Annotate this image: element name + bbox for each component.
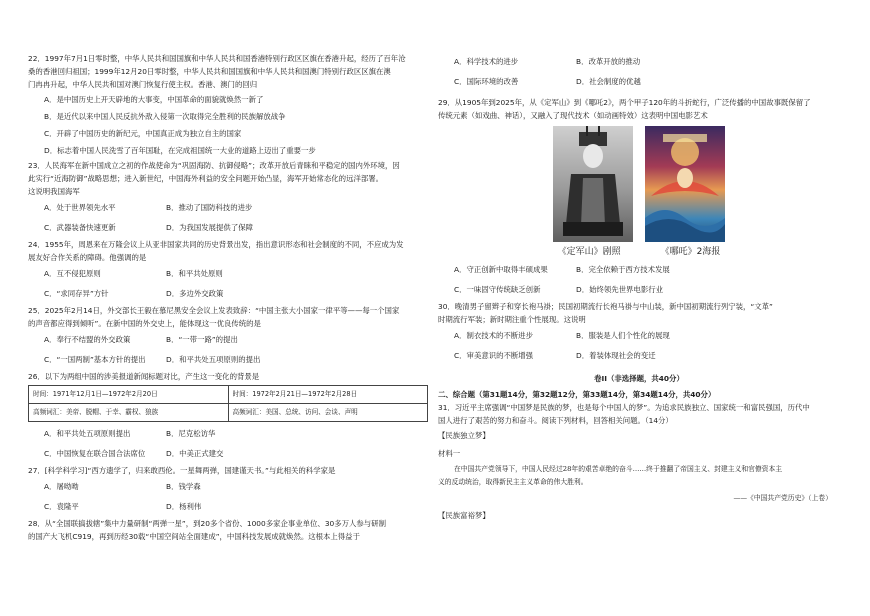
q26-option-d: D．中美正式建交: [166, 449, 224, 458]
q24-option-b: B．和平共处原则: [166, 269, 223, 278]
q22-stem-line: 22．1997年7月1日零时整，中华人民共和国国旗和中华人民共和国香港特别行政区区旗在香港升起，经历了百年沧: [28, 54, 406, 63]
q22-stem-line: 桑的香港回归祖国；1999年12月20日零时整，中华人民共和国国旗和中华人民共和国澳门特别行政区区旗在澳: [28, 67, 391, 76]
q26-table-cell: 时间：1971年12月1日—1972年2月20日: [29, 386, 229, 404]
q24-stem-line: 展友好合作关系的障碍。他强调的是: [28, 253, 147, 262]
q28-option-c: C．国际环境的改善: [454, 77, 519, 86]
q28-option-d: D．社会制度的优越: [576, 77, 641, 86]
q22-option-d: D．标志着中国人民洗雪了百年国耻，在完成祖国统一大业的道路上迈出了重要一步: [44, 146, 316, 155]
material-label: 材料一: [438, 449, 461, 458]
q23-stem-line: 这说明我国海军: [28, 187, 80, 196]
q22-option-c: C．开辟了中国历史的新纪元，中国真正成为独立自主的国家: [44, 129, 242, 138]
q23-option-b: B．推动了国防科技的进步: [166, 203, 253, 212]
q25-stem-line: 的声音都应得到倾听”。在新中国的外交史上，能体现这一优良传统的是: [28, 319, 261, 328]
q30-option-a: A．制衣技术的不断进步: [454, 331, 533, 340]
part2-heading: 二、综合题（第31题14分，第32题12分，第33题14分，第34题14分，共40分）: [438, 390, 716, 399]
question-31: [438, 401, 840, 525]
q24-option-a: A．互不侵犯原则: [44, 269, 101, 278]
q28-stem-line: 28．从“全国联搞拔辖”集中力量研制“两弹一星”，到20多个省份、1000多家企事业单位、30多万人参与研制: [28, 519, 386, 528]
q23-option-d: D．为我国发展提供了保障: [166, 223, 253, 232]
q29-option-d: D．始终领先世界电影行业: [576, 285, 663, 294]
q27-option-c: C．袁隆平: [44, 502, 79, 511]
q25-option-d: D．和平共处五项原则的提出: [166, 355, 261, 364]
q26-table-cell: 时间：1972年2月21日—1972年2月28日: [228, 386, 428, 404]
q28-option-a: A．科学技术的进步: [454, 57, 519, 66]
q23-stem-line: 此实行“近海防御”战略思想；进入新世纪，中国海外利益的安全问题开始凸显，海军开始常态化的远洋部署。: [28, 174, 384, 183]
q23-stem-line: 23．人民海军在新中国成立之初的作战使命为“巩固海防、抗御侵略”；改革开放后青睐和平稳定的国内外环境，因: [28, 161, 400, 170]
nezha-poster-image: [645, 126, 725, 242]
q29-option-b: B．完全依赖于西方技术发展: [576, 265, 670, 274]
material-quote-line: 在中国共产党领导下，中国人民经过28年的艰苦卓绝的奋斗……终于推翻了帝国主义、封建主义和官僚资本主: [454, 465, 783, 473]
q22-option-a: A．是中国历史上开天辟地的大事变，中国革命的面貌就焕然一新了: [44, 95, 264, 104]
question-28: [28, 517, 432, 543]
q27-option-d: D．杨利伟: [166, 502, 202, 511]
q26-table-cell: 高频词汇：美帝、脱帽、于幸、霸权、狼族: [29, 404, 229, 422]
q30-stem-line: 30．晚清男子留辫子和穿长袍马褂；民国初期流行长袍马褂与中山装，新中国初期流行列宁装，“文革”: [438, 302, 773, 311]
q28-option-b: B．改革开放的推动: [576, 57, 641, 66]
q29-image-row: [438, 126, 840, 242]
q24-option-d: D．多边外交政策: [166, 289, 224, 298]
q25-stem-line: 25．2025年2月14日，外交部长王毅在慕尼黑安全会议上发表致辞：“中国主张大小国家一律平等——每一个国家: [28, 306, 400, 315]
q26-headline-table: [28, 385, 428, 422]
question-22: [28, 52, 432, 159]
q26-stem-line: 26．以下为两组中国的涉美报道新闻标题对比，产生这一变化的背景是: [28, 372, 260, 381]
left-column: [28, 52, 432, 543]
q29-stem-line: 传统元素（如戏曲、神话），又融入了现代技术（如动画特效）这表明中国电影艺术: [438, 111, 708, 120]
q22-option-b: B．是近代以来中国人民反抗外敌入侵第一次取得完全胜利的民族解放战争: [44, 112, 286, 121]
q29-caption-right: 《哪吒》2海报: [660, 247, 721, 257]
q23-option-c: C．武器装备快速更新: [44, 223, 116, 232]
q31-stem-line: 31．习近平主席强调“中国梦是民族的梦，也是每个中国人的梦”。为追求民族独立、国家统一和富民强国，历代中: [438, 403, 810, 412]
q31-stem-line: 国人进行了艰苦的努力和奋斗。阅读下列材料，回答相关问题。（14分）: [438, 416, 673, 425]
material-source: ——《中国共产党历史》（上卷）: [733, 494, 832, 502]
q27-option-b: B．钱学森: [166, 482, 201, 491]
question-24: [28, 238, 432, 304]
tag-national-independence: 【民族独立梦】: [438, 431, 490, 440]
question-27: [28, 464, 432, 517]
q30-stem-line: 时期流行军装；新时期注重个性展现。这说明: [438, 315, 586, 324]
q30-option-d: D．着装体现社会的变迁: [576, 351, 656, 360]
section-title: 卷II（非选择题，共40分）: [594, 374, 684, 383]
question-28-options: [438, 52, 840, 92]
right-column: [438, 52, 840, 525]
opera-still-image: [553, 126, 633, 242]
tag-national-prosperity: 【民族富裕梦】: [438, 511, 490, 520]
q29-caption-left: 《定军山》剧照: [557, 247, 621, 257]
q23-option-a: A．处于世界领先水平: [44, 203, 116, 212]
material-quote-line: 义的反动统治，取得新民主主义革命的伟大胜利。: [438, 478, 588, 486]
q29-stem-line: 29．从1905年到2025年，从《定军山》到《哪吒2》，两个甲子120年的斗折蛇行，广泛传播的中国故事既保留了: [438, 98, 811, 107]
q29-option-c: C．一味固守传统缺乏创新: [454, 285, 541, 294]
q25-option-c: C．“一国两制”基本方针的提出: [44, 355, 146, 364]
q24-option-c: C．“求同存异”方针: [44, 289, 109, 298]
question-25: [28, 304, 432, 370]
q27-option-a: A．屠呦呦: [44, 482, 79, 491]
question-23: [28, 159, 432, 238]
q30-option-b: B．服装是人们个性化的展现: [576, 331, 670, 340]
q28-stem-line: 的国产大飞机C919，再到历经30载“中国空间站全面建成”，中国科技发展成就焕然。这根本上得益于: [28, 532, 360, 541]
q26-option-a: A．和平共处五项原则提出: [44, 429, 131, 438]
q26-option-b: B．尼克松访华: [166, 429, 216, 438]
q22-stem-line: 门冉冉升起，中华人民共和国对澳门恢复行使主权。香港、澳门的回归: [28, 80, 258, 89]
q24-stem-line: 24．1955年，周恩来在万隆会议上从亚非国家共同的历史背景出发，指出意识形态和社会制度的不同，不应成为发: [28, 240, 404, 249]
q25-option-a: A．奉行不结盟的外交政策: [44, 335, 131, 344]
question-30: [438, 300, 840, 366]
q25-option-b: B．“一带一路”的提出: [166, 335, 238, 344]
q26-option-c: C．中国恢复在联合国合法席位: [44, 449, 146, 458]
question-29: [438, 96, 840, 300]
q30-option-c: C．审美意识的不断增强: [454, 351, 534, 360]
q26-table-cell: 高频词汇：美国、总统、访问、会谈、声明: [228, 404, 428, 422]
q27-stem-line: 27．[科学科学习]“西方遗学了，归来敢西伦。一星舞两弹，国建谨天书。”与此相关的科学家是: [28, 466, 336, 475]
q29-option-a: A．守正创新中取得丰硕成果: [454, 265, 548, 274]
q29-caption-row: [438, 244, 840, 260]
question-26: [28, 370, 432, 464]
